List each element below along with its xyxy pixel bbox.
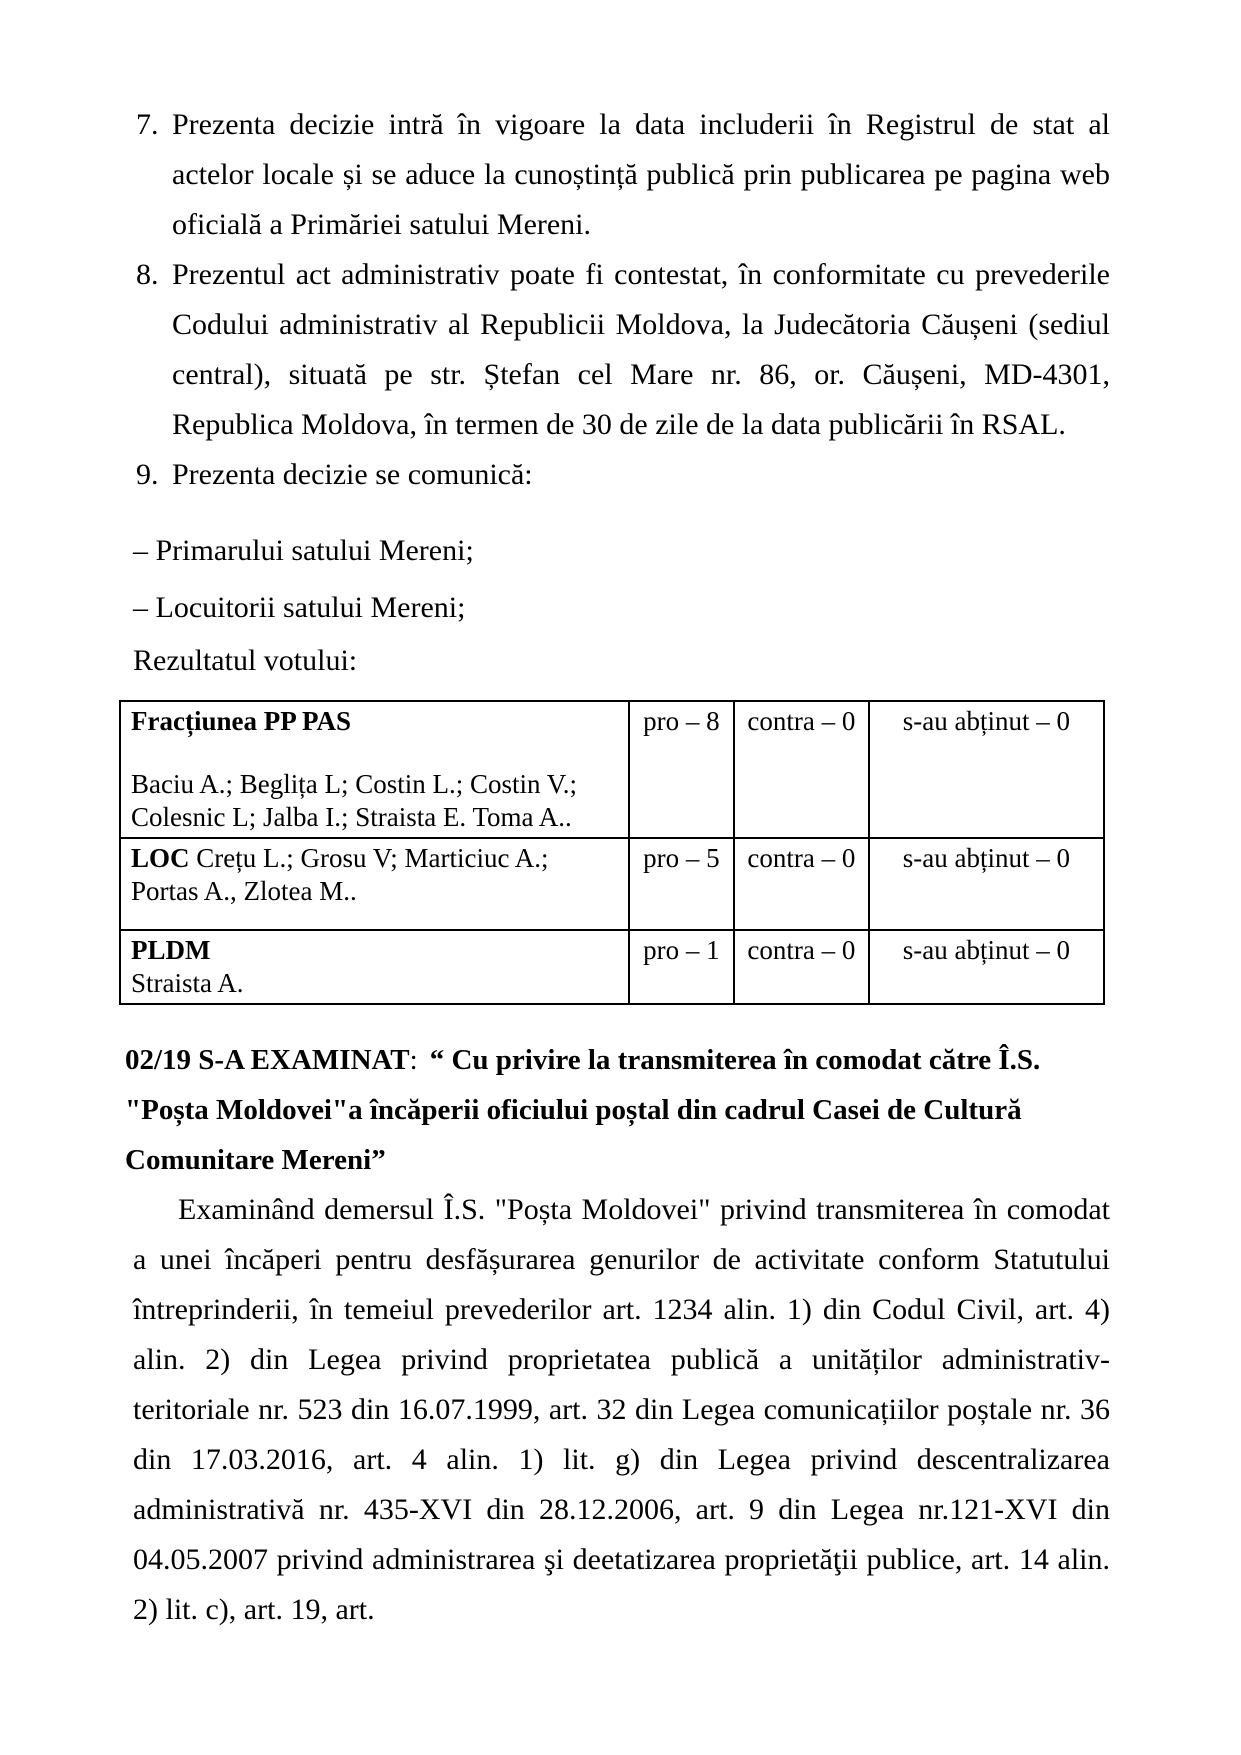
numbered-list bbox=[133, 100, 1110, 500]
table-row bbox=[120, 838, 1104, 930]
examined-paragraph: Examinând demersul Î.S. "Poșta Moldovei" privind transmiterea în comodat a unei încăperi pentru desfășurarea genurilor de activitate conform Statutului întreprinderii, în temeiul prevederilor art. 1234 alin. 1) din Codul Civil, art. 4) alin. 2) din Legea privind proprietatea publică a unităților administrativ-teritoriale nr. 523 din 16.07.1999, art. 32 din Legea comunicațiilor poștale nr. 36 din 17.03.2016, art. 4 alin. 1) lit. g) din Legea privind descentralizarea administrativă nr. 435-XVI din 28.12.2006, art. 9 din Legea nr.121-XVI din 04.05.2007 privind administrarea şi deetatizarea proprietăţii publice, art. 14 alin. 2) lit. c), art. 19, art. bbox=[133, 1193, 1110, 1626]
list-item-text: Prezenta decizie intră în vigoare la data includerii în Registrul de stat al actelor locale și se aduce la cunoștință publică prin publicarea pe pagina web oficială a Primăriei satului Mereni. bbox=[172, 108, 1110, 241]
recipient-item: – Primarului satului Mereni; bbox=[133, 534, 474, 567]
faction-members: Straista A. bbox=[131, 968, 244, 998]
faction-name: LOC bbox=[131, 843, 190, 873]
list-item-number: 8. bbox=[136, 258, 159, 291]
pro-cell: pro – 1 bbox=[629, 930, 734, 1004]
list-item-number: 9. bbox=[136, 458, 159, 491]
recipient-item: – Locuitorii satului Mereni; bbox=[133, 591, 466, 624]
faction-cell bbox=[120, 701, 629, 838]
list-item-text: Prezenta decizie se comunică: bbox=[172, 458, 533, 491]
examined-heading bbox=[125, 1035, 1110, 1185]
list-item-7 bbox=[133, 100, 1110, 250]
contra-cell: contra – 0 bbox=[734, 701, 869, 838]
examined-heading-prefix: 02/19 S-A EXAMINAT bbox=[125, 1044, 410, 1076]
abstained-cell: s-au abținut – 0 bbox=[869, 838, 1104, 930]
list-item-9 bbox=[133, 450, 1110, 500]
list-item-8 bbox=[133, 250, 1110, 450]
faction-members: Crețu L.; Grosu V; Marticiuc A.; Portas A., Zlotea M.. bbox=[131, 843, 549, 906]
examined-heading-title: “ Cu privire la transmiterea în comodat către Î.S. "Poșta Moldovei"a încăperii oficiului poștal din cadrul Casei de Cultură Comunitare Mereni” bbox=[125, 1044, 1041, 1176]
faction-cell bbox=[120, 838, 629, 930]
table-row bbox=[120, 701, 1104, 838]
abstained-cell: s-au abținut – 0 bbox=[869, 930, 1104, 1004]
faction-name: PLDM bbox=[131, 935, 211, 965]
examined-heading-colon: : bbox=[409, 1044, 418, 1076]
vote-table bbox=[119, 700, 1105, 1005]
spacer bbox=[131, 738, 622, 768]
table-row bbox=[120, 930, 1104, 1004]
vote-results-label: Rezultatul votului: bbox=[133, 644, 358, 677]
faction-name: Fracțiunea PP PAS bbox=[131, 706, 351, 736]
contra-cell: contra – 0 bbox=[734, 838, 869, 930]
recipients-list bbox=[133, 522, 1110, 636]
faction-members: Baciu A.; Beglița L; Costin L.; Costin V.; Colesnic L; Jalba I.; Straista E. Toma A.. bbox=[131, 769, 578, 832]
list-item-text: Prezentul act administrativ poate fi contestat, în conformitate cu prevederile Codului administrativ al Republicii Moldova, la Judecătoria Căușeni (sediul central), situată pe str. Ștefan cel Mare nr. 86, or. Căușeni, MD-4301, Republica Moldova, în termen de 30 de zile de la data publicării în RSAL. bbox=[172, 258, 1110, 441]
faction-cell bbox=[120, 930, 629, 1004]
list-item-number: 7. bbox=[136, 108, 159, 141]
contra-cell: contra – 0 bbox=[734, 930, 869, 1004]
abstained-cell: s-au abținut – 0 bbox=[869, 701, 1104, 838]
pro-cell: pro – 5 bbox=[629, 838, 734, 930]
pro-cell: pro – 8 bbox=[629, 701, 734, 838]
